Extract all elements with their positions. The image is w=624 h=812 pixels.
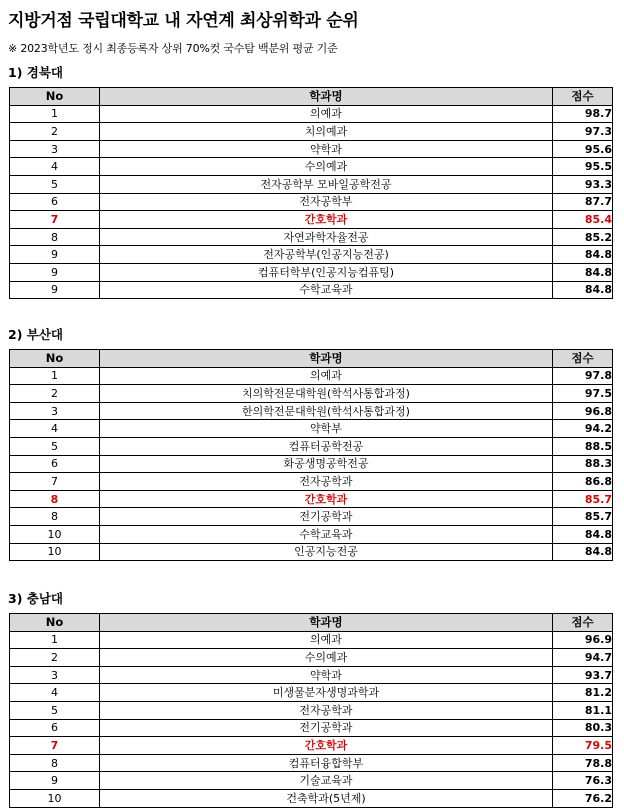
- table-row: [10, 525, 613, 543]
- rank-no-cell: 2: [10, 649, 100, 667]
- major-name-cell: 의예과: [100, 631, 553, 649]
- table-header-row: [10, 88, 613, 106]
- table-row: [10, 666, 613, 684]
- header-major: 학과명: [100, 614, 553, 632]
- score-cell: 88.5: [553, 437, 613, 455]
- score-cell: 93.3: [553, 175, 613, 193]
- major-name-cell: 수학교육과: [100, 525, 553, 543]
- score-cell: 95.6: [553, 140, 613, 158]
- rank-no-cell: 7: [10, 473, 100, 491]
- major-name-cell: 전자공학부: [100, 193, 553, 211]
- rank-no-cell: 3: [10, 140, 100, 158]
- table-row: [10, 473, 613, 491]
- table-row: [10, 754, 613, 772]
- major-name-cell: 간호학과: [100, 211, 553, 229]
- rank-no-cell: 3: [10, 666, 100, 684]
- score-cell: 94.7: [553, 649, 613, 667]
- score-cell: 80.3: [553, 719, 613, 737]
- table-row: [10, 719, 613, 737]
- score-cell: 78.8: [553, 754, 613, 772]
- criteria-note: ※ 2023학년도 정시 최종등록자 상위 70%컷 국수탐 백분위 평균 기준: [8, 42, 338, 55]
- section-title-knu: 1) 경북대: [8, 65, 63, 80]
- score-cell: 85.4: [553, 211, 613, 229]
- score-cell: 84.8: [553, 525, 613, 543]
- rank-no-cell: 8: [10, 490, 100, 508]
- rank-no-cell: 2: [10, 385, 100, 403]
- rank-no-cell: 8: [10, 508, 100, 526]
- score-cell: 94.2: [553, 420, 613, 438]
- rank-no-cell: 5: [10, 437, 100, 455]
- rank-no-cell: 1: [10, 367, 100, 385]
- table-row: [10, 737, 613, 755]
- score-cell: 93.7: [553, 666, 613, 684]
- table-header-row: [10, 614, 613, 632]
- page-title: 지방거점 국립대학교 내 자연계 최상위학과 순위: [8, 11, 359, 31]
- table-row: [10, 123, 613, 141]
- rank-no-cell: 5: [10, 701, 100, 719]
- table-header-row: [10, 350, 613, 368]
- table-row: [10, 631, 613, 649]
- rank-no-cell: 2: [10, 123, 100, 141]
- score-cell: 97.3: [553, 123, 613, 141]
- major-name-cell: 전자공학과: [100, 701, 553, 719]
- table-row: [10, 684, 613, 702]
- table-row: [10, 211, 613, 229]
- score-cell: 96.8: [553, 402, 613, 420]
- score-cell: 81.1: [553, 701, 613, 719]
- header-score: 점수: [553, 88, 613, 106]
- rank-no-cell: 9: [10, 246, 100, 264]
- major-name-cell: 치의예과: [100, 123, 553, 141]
- score-cell: 98.7: [553, 105, 613, 123]
- header-major: 학과명: [100, 88, 553, 106]
- major-name-cell: 자연과학자율전공: [100, 228, 553, 246]
- table-row: [10, 649, 613, 667]
- header-score: 점수: [553, 350, 613, 368]
- rank-no-cell: 9: [10, 281, 100, 299]
- major-name-cell: 화공생명공학전공: [100, 455, 553, 473]
- score-cell: 84.8: [553, 246, 613, 264]
- table-row: [10, 193, 613, 211]
- major-name-cell: 약학과: [100, 140, 553, 158]
- rank-no-cell: 9: [10, 263, 100, 281]
- score-cell: 96.9: [553, 631, 613, 649]
- table-row: [10, 175, 613, 193]
- score-cell: 87.7: [553, 193, 613, 211]
- header-score: 점수: [553, 614, 613, 632]
- table-row: [10, 543, 613, 561]
- score-cell: 85.7: [553, 490, 613, 508]
- major-name-cell: 전자공학과: [100, 473, 553, 491]
- rank-no-cell: 5: [10, 175, 100, 193]
- score-cell: 88.3: [553, 455, 613, 473]
- header-major: 학과명: [100, 350, 553, 368]
- major-name-cell: 수학교육과: [100, 281, 553, 299]
- table-row: [10, 246, 613, 264]
- table-row: [10, 367, 613, 385]
- rank-no-cell: 10: [10, 525, 100, 543]
- rank-no-cell: 8: [10, 754, 100, 772]
- rank-no-cell: 10: [10, 789, 100, 807]
- rank-no-cell: 4: [10, 158, 100, 176]
- major-name-cell: 전기공학과: [100, 508, 553, 526]
- rank-no-cell: 7: [10, 211, 100, 229]
- table-row: [10, 140, 613, 158]
- table-row: [10, 789, 613, 807]
- rank-no-cell: 4: [10, 684, 100, 702]
- rank-no-cell: 6: [10, 719, 100, 737]
- table-row: [10, 508, 613, 526]
- ranking-table-cnu: [9, 613, 613, 808]
- major-name-cell: 치의학전문대학원(학석사통합과정): [100, 385, 553, 403]
- rank-no-cell: 7: [10, 737, 100, 755]
- major-name-cell: 약학부: [100, 420, 553, 438]
- major-name-cell: 수의예과: [100, 158, 553, 176]
- score-cell: 97.8: [553, 367, 613, 385]
- table-row: [10, 455, 613, 473]
- rank-no-cell: 10: [10, 543, 100, 561]
- table-row: [10, 158, 613, 176]
- header-no: No: [10, 350, 100, 368]
- rank-no-cell: 1: [10, 105, 100, 123]
- rank-no-cell: 3: [10, 402, 100, 420]
- section-title-pnu: 2) 부산대: [8, 327, 63, 342]
- table-row: [10, 105, 613, 123]
- table-row: [10, 263, 613, 281]
- score-cell: 84.8: [553, 263, 613, 281]
- table-row: [10, 772, 613, 790]
- major-name-cell: 컴퓨터공학전공: [100, 437, 553, 455]
- rank-no-cell: 4: [10, 420, 100, 438]
- table-row: [10, 420, 613, 438]
- ranking-table-knu: [9, 87, 613, 299]
- major-name-cell: 의예과: [100, 105, 553, 123]
- table-row: [10, 701, 613, 719]
- major-name-cell: 기술교육과: [100, 772, 553, 790]
- ranking-table-pnu: [9, 349, 613, 561]
- major-name-cell: 간호학과: [100, 490, 553, 508]
- score-cell: 85.2: [553, 228, 613, 246]
- table-row: [10, 281, 613, 299]
- score-cell: 79.5: [553, 737, 613, 755]
- header-no: No: [10, 88, 100, 106]
- major-name-cell: 약학과: [100, 666, 553, 684]
- major-name-cell: 의예과: [100, 367, 553, 385]
- score-cell: 95.5: [553, 158, 613, 176]
- major-name-cell: 인공지능전공: [100, 543, 553, 561]
- table-row: [10, 402, 613, 420]
- table-row: [10, 437, 613, 455]
- major-name-cell: 컴퓨터융합학부: [100, 754, 553, 772]
- major-name-cell: 수의예과: [100, 649, 553, 667]
- table-row: [10, 385, 613, 403]
- rank-no-cell: 6: [10, 455, 100, 473]
- major-name-cell: 미생물분자생명과학과: [100, 684, 553, 702]
- score-cell: 85.7: [553, 508, 613, 526]
- score-cell: 97.5: [553, 385, 613, 403]
- rank-no-cell: 6: [10, 193, 100, 211]
- major-name-cell: 컴퓨터학부(인공지능컴퓨팅): [100, 263, 553, 281]
- major-name-cell: 건축학과(5년제): [100, 789, 553, 807]
- major-name-cell: 간호학과: [100, 737, 553, 755]
- score-cell: 86.8: [553, 473, 613, 491]
- score-cell: 76.3: [553, 772, 613, 790]
- score-cell: 84.8: [553, 281, 613, 299]
- table-row: [10, 490, 613, 508]
- rank-no-cell: 1: [10, 631, 100, 649]
- score-cell: 81.2: [553, 684, 613, 702]
- score-cell: 76.2: [553, 789, 613, 807]
- major-name-cell: 한의학전문대학원(학석사통합과정): [100, 402, 553, 420]
- major-name-cell: 전자공학부 모바일공학전공: [100, 175, 553, 193]
- rank-no-cell: 9: [10, 772, 100, 790]
- major-name-cell: 전자공학부(인공지능전공): [100, 246, 553, 264]
- section-title-cnu: 3) 충남대: [8, 591, 63, 606]
- score-cell: 84.8: [553, 543, 613, 561]
- major-name-cell: 전기공학과: [100, 719, 553, 737]
- table-row: [10, 228, 613, 246]
- header-no: No: [10, 614, 100, 632]
- rank-no-cell: 8: [10, 228, 100, 246]
